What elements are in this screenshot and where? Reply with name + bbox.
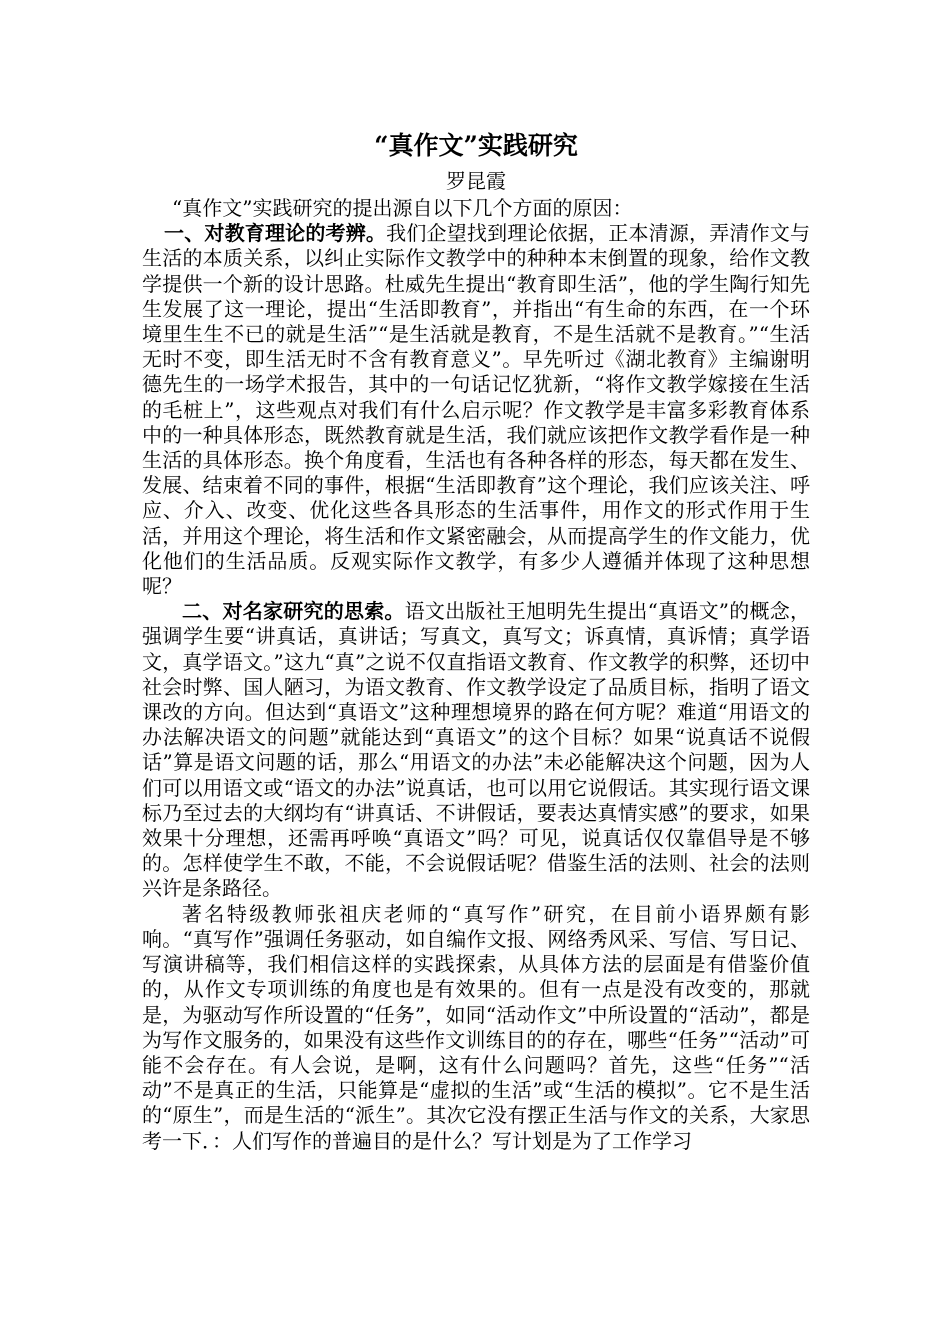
intro-paragraph: “真作文”实践研究的提出源自以下几个方面的原因： [172,196,633,220]
document-author: 罗昆霞 [446,169,506,193]
section-heading-2: 二、对名家研究的思索。 [182,599,405,624]
document-title: “真作文”实践研究 [374,131,578,160]
section-text-1: 我们企望找到理论依据，正本清源，弄清作文与生活的本质关系，以纠止实际作文教学中的种种本末倒置的现象，给作文教学提供一个新的设计思路。杜威先生提出“教育即生活”，他的学生陶行知先生发展了这一理论，提出“生活即教育”，并指出“有生命的东西，在一个环境里生生不已的就是生活”“是生活就是教育，不是生活就不是教育。”“生活无时不变，即生活无时不含有教育意义”。早先听过《湖北教育》主编谢明德先生的一场学术报告，其中的一句话记忆犹新，“将作文教学嫁接在生活的毛桩上”，这些观点对我们有什么启示呢？作文教学是丰富多彩教育体系中的一种具体形态，既然教育就是生活，我们就应该把作文教学看作是一种生活的具体形态。换个角度看，生活也有各种各样的形态，每天都在发生、发展、结束着不同的事件，根据“生活即教育”这个理论，我们应该关注、呼应、介入、改变、优化这些各具形态的生活事件，用作文的形式作用于生活，并用这个理论，将生活和作文紧密融会，从而提高学生的作文能力，优化他们的生活品质。反观实际作文教学，有多少人遵循并体现了这种思想呢？ [142,221,811,599]
section-text-3: 著名特级教师张祖庆老师的“真写作”研究，在目前小语界颇有影响。“真写作”强调任务驱动，如自编作文报、网络秀风采、写信、写日记、写演讲稿等，我们相信这样的实践探索，从具体方法的层面是有借鉴价值的，从作文专项训练的角度也是有效果的。但有一点是没有改变的，那就是，为驱动写作所设置的“任务”，如同“活动作文”中所设置的“活动”，都是为写作文服务的，如果没有这些作文训练目的的存在，哪些“任务”“活动”可能不会存在。有人会说，是啊，这有什么问题吗？首先，这些“任务”“活动”不是真正的生活，只能算是“虚拟的生活”或“生活的模拟”。它不是生活的“原生”，而是生活的“派生”。其次它没有摆正生活与作文的关系，大家思考一下．：人们写作的普遍目的是什么？写计划是为了工作学习 [142,901,810,1153]
section-paragraph-3 [142,902,810,1154]
section-text-2: 语文出版社王旭明先生提出“真语文”的概念，强调学生要“讲真话，真讲话；写真文，真写文；诉真情，真诉情；真学语文，真学语文。”这九“真”之说不仅直指语文教育、作文教学的积弊，还切中社会时弊、国人陋习，为语文教育、作文教学设定了品质目标，指明了语文课改的方向。但达到“真语文”这种理想境界的路在何方呢？难道“用语文的办法解决语文的问题”就能达到“真语文”的这个目标？如果“说真话不说假话”算是语文问题的话，那么“用语文的办法”未必能解决这个问题，因为人们可以用语文或“语文的办法”说真话，也可以用它说假话。其实现行语文课标乃至过去的大纲均有“讲真话、不讲假话，要表达真情实感”的要求，如果效果十分理想，还需再呼唤“真语文”吗？可见，说真话仅仅靠倡导是不够的。怎样使学生不敢，不能，不会说假话呢？借鉴生活的法则、社会的法则兴许是条路径。 [142,599,811,901]
section-paragraph-1 [142,221,810,599]
section-paragraph-2 [142,599,810,901]
section-heading-1: 一、对教育理论的考辨。 [164,221,387,246]
document-page [142,126,810,1154]
